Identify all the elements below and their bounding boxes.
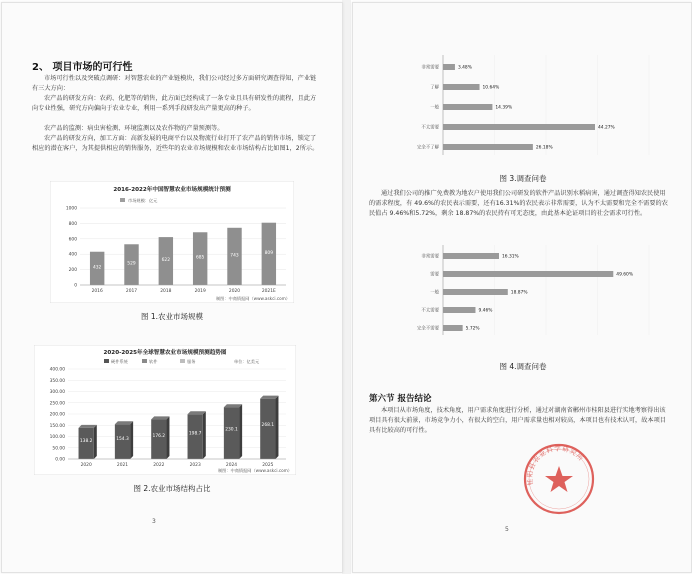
bar-value-label: 230.1	[225, 427, 238, 433]
paragraph-3: 农产品的监测：病虫害检测、环境监测以及农作物的产量预测等。	[44, 125, 224, 132]
bar-value-label: 18.87%	[510, 290, 528, 296]
bar-value-label: 14.39%	[495, 105, 513, 111]
conclusion-paragraph: 本项目从市场角度，技术角度，用户需求角度进行分析，通过对湖南省郴州市桂阳县进行实地考察得出该项目具有很大前景，市场竞争力小，有很大的空白，用户需求量也相对较高，本项目也有技术认可，故本项目具有比较高的可行性。	[369, 407, 666, 434]
y-tick-label: 200	[68, 268, 77, 274]
bar-value-label: 432	[92, 265, 102, 271]
chart3-caption: 图 3.调查问卷	[499, 174, 547, 183]
page-gap	[342, 0, 351, 574]
bar-top	[260, 396, 278, 399]
chart-title: 2016-2022年中国智慧农业市场规模统计预测	[113, 187, 231, 193]
survey-paragraph: 通过我们公司的推广免费教为地农户使用我们公司研发的软件产品识别水稻病害，通过调查得知农民使用的需求程度，有 49.6%的农民表示需要，还有16.31%的农民表示非常需要，认为不太需要和完全不需要的农民值占 9.46%和5.72%，剩余 18.87%的农民持有可无态度，由此基本论证项目的社会需求可行性。	[369, 190, 668, 217]
section-heading: 2、 项目市场的可行性	[32, 62, 133, 73]
svg-text:桂阳县农业科学研究所: 桂阳县农业科学研究所	[525, 444, 586, 486]
bar-side	[166, 416, 169, 459]
bar-value-label: 3.48%	[457, 65, 472, 71]
legend-swatch	[180, 359, 185, 363]
y-tick-label: 200.00	[49, 412, 65, 418]
star-icon	[545, 466, 573, 492]
y-tick-label: 100.00	[49, 435, 65, 440]
bar-top	[79, 425, 97, 428]
bar	[188, 414, 203, 459]
chart4-caption: 图 4.调查问卷	[499, 362, 547, 371]
legend-swatch	[142, 359, 147, 363]
bar	[443, 289, 508, 295]
y-tick-label: 0	[74, 283, 77, 289]
x-tick-label: 2025	[262, 463, 274, 468]
paragraph-1: 市场可行性以及突破点调研：对智慧农业的产业链模块，我们公司经过多方面研究调查得知，产业链有三大方向：	[32, 75, 317, 92]
y-tick-label: 50.00	[52, 446, 65, 452]
x-tick-label: 2021E	[261, 289, 276, 294]
official-seal	[521, 441, 597, 517]
page-number-left: 3	[152, 518, 156, 525]
bar	[443, 64, 455, 70]
bar-side	[203, 411, 206, 459]
bar	[443, 325, 463, 331]
x-tick-label: 2020	[228, 289, 241, 294]
bar-value-label: 176.2	[152, 434, 166, 440]
x-tick-label: 2016	[91, 289, 103, 294]
x-tick-label: 2017	[125, 289, 138, 294]
bar-value-label: 198.7	[188, 431, 202, 437]
bar-top	[151, 416, 169, 419]
y-tick-label: 400	[68, 252, 77, 258]
page-number-right: 5	[505, 526, 509, 533]
market-size-chart	[50, 181, 294, 303]
category-label: 需要	[430, 272, 439, 278]
bar-value-label: 16.31%	[501, 254, 519, 260]
bar-side	[94, 425, 97, 459]
y-tick-label: 600	[68, 237, 77, 243]
section-title: 第六节 报告结论	[369, 394, 432, 404]
category-label: 了解	[430, 85, 439, 91]
bar	[443, 124, 595, 130]
chart-source: 制图：中商情报网（www.askci.com）	[217, 468, 292, 473]
bar-side	[130, 421, 133, 459]
paragraph-2: 农产品的研发方向：农药、化肥等的销售，此方面已经构成了一条专业且具有研发性的流程，且此方向专业性强，研究方向偏向于农业专业，利用一系列手段研发出产量更高的种子。	[32, 95, 317, 112]
y-tick-label: 800	[68, 221, 77, 227]
bar	[443, 253, 499, 259]
bar-value-label: 49.60%	[616, 272, 634, 278]
category-label: 不太需要	[421, 308, 439, 314]
bar-value-label: 26.18%	[535, 145, 553, 151]
legend-label: 软件	[149, 359, 158, 364]
survey-chart-2	[397, 243, 657, 339]
bar-side	[275, 396, 278, 459]
bar-value-label: 154.3	[116, 436, 129, 442]
y-tick-label: 250.00	[49, 401, 65, 407]
chart-unit: 单位：亿美元	[234, 359, 260, 364]
bar-top	[115, 421, 133, 424]
bar	[224, 407, 239, 459]
y-tick-label: 1000	[65, 206, 77, 212]
bar-side	[239, 404, 242, 459]
category-label: 不太需要	[421, 125, 439, 131]
y-tick-label: 0.00	[55, 457, 65, 463]
bar-value-label: 5.72%	[465, 326, 480, 332]
bar-value-label: 10.64%	[482, 85, 500, 91]
bar-value-label: 138.2	[79, 438, 93, 444]
bar	[443, 144, 533, 150]
bar	[443, 104, 492, 110]
bar-top	[188, 411, 206, 414]
y-tick-label: 400.00	[49, 367, 65, 373]
x-tick-label: 2023	[189, 463, 201, 468]
bar-top	[224, 404, 242, 407]
bar-value-label: 44.27%	[597, 125, 615, 131]
chart-title: 2020-2025年全球智慧农业市场规模预测趋势图	[103, 350, 227, 356]
category-label: 一般	[430, 105, 439, 111]
category-label: 完全不了解	[417, 145, 439, 151]
bar	[443, 84, 480, 90]
x-tick-label: 2020	[80, 463, 92, 468]
market-structure-chart	[34, 345, 296, 475]
y-tick-label: 300.00	[49, 390, 65, 395]
bar-value-label: 809	[264, 250, 274, 256]
bar-value-label: 529	[127, 261, 136, 267]
right-page	[352, 2, 692, 573]
category-label: 非常需要	[421, 254, 439, 260]
x-tick-label: 2022	[153, 463, 165, 468]
bar-value-label: 743	[230, 253, 239, 259]
chart-source: 制图：中商情报网（www.askci.com）	[215, 296, 290, 301]
bar	[260, 399, 275, 459]
y-tick-label: 350.00	[49, 378, 65, 384]
legend-label: 硬件系统	[111, 359, 128, 364]
legend-swatch	[120, 198, 125, 202]
category-label: 非常需要	[421, 65, 439, 71]
paragraph-4: 农产品的研发方向，加工方面：高新发展的电商平台以及物流行业打开了农产品的销售市场，锁定了相应的潜在客户，为其提供相应的销售服务，近些年的农业市场规模和农业市场结构占比如图1，2所示。	[32, 135, 319, 152]
legend-label: 市场规模：亿元	[128, 198, 158, 203]
x-tick-label: 2018	[160, 289, 172, 294]
legend-swatch	[104, 359, 109, 363]
bar-value-label: 622	[161, 258, 171, 264]
category-label: 完全不需要	[417, 326, 439, 332]
survey-chart-1	[397, 53, 657, 159]
bar-value-label: 9.46%	[478, 308, 493, 314]
category-label: 一般	[430, 290, 439, 296]
y-tick-label: 150.00	[49, 423, 65, 429]
x-tick-label: 2019	[194, 289, 206, 294]
bar	[443, 307, 475, 313]
bar	[443, 271, 613, 277]
chart2-caption: 图 2.农业市场结构占比	[133, 484, 211, 493]
chart1-caption: 图 1.农业市场规模	[140, 312, 204, 321]
x-tick-label: 2024	[225, 463, 238, 468]
legend-label: 服务	[187, 359, 196, 364]
bar-value-label: 268.1	[261, 422, 275, 428]
x-tick-label: 2021	[116, 463, 129, 468]
left-page	[1, 2, 343, 573]
bar-value-label: 685	[195, 255, 205, 261]
